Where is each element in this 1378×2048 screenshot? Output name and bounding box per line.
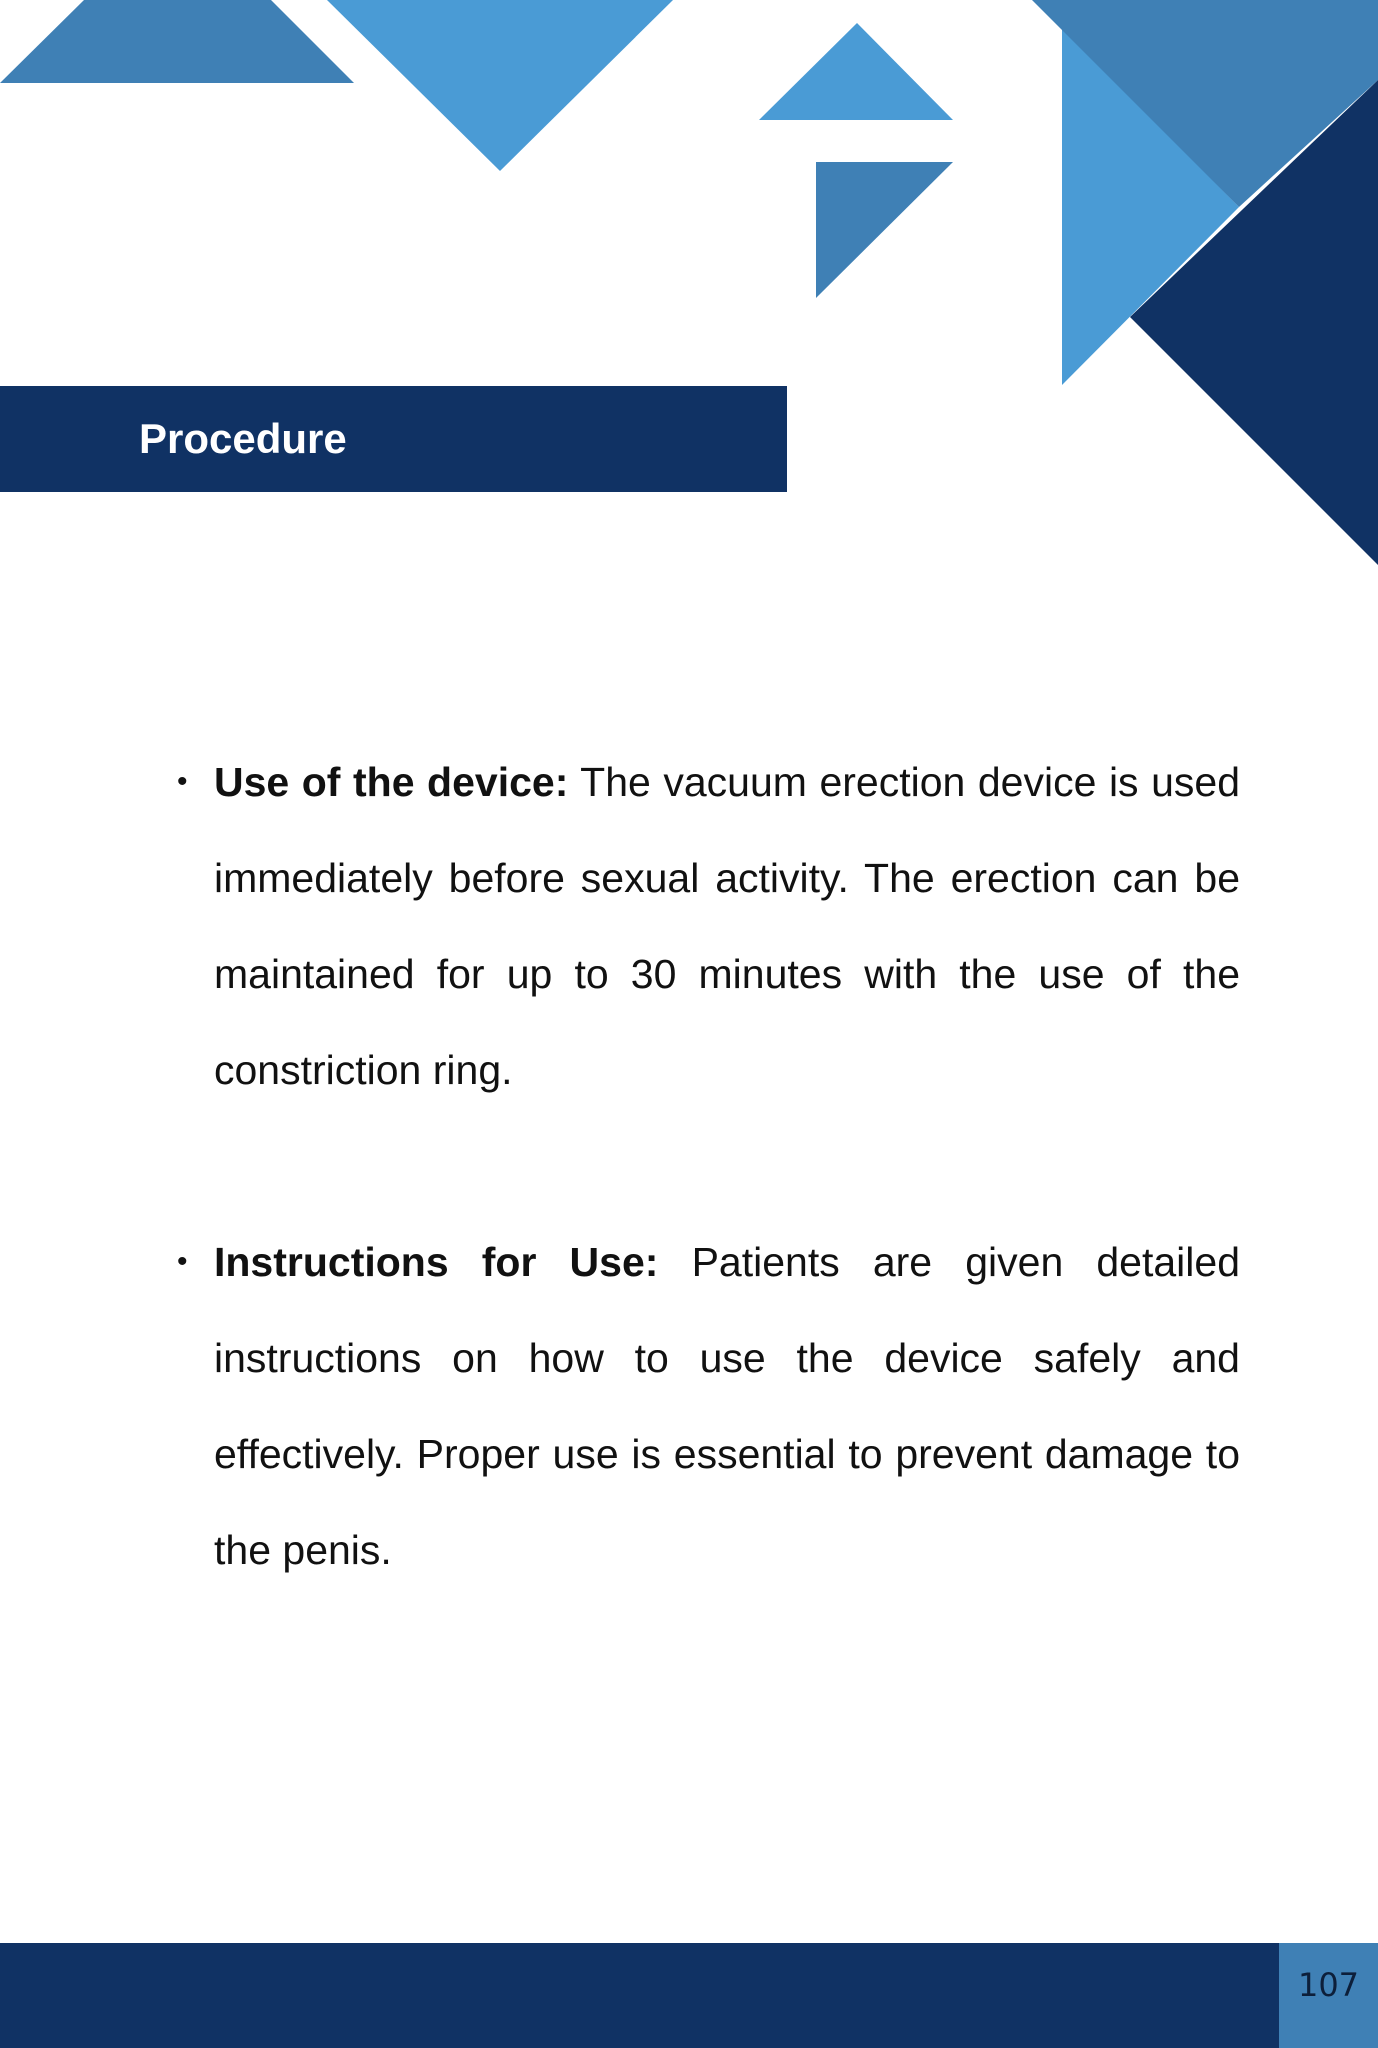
bullet-text: Patients are given detailed instructions on how to use the device safely and effectively. Proper use is essential to prevent damage to the penis. — [214, 1239, 1240, 1573]
bullet-icon: • — [177, 765, 188, 798]
footer-bar — [0, 1943, 1378, 2048]
decorative-header-shapes — [0, 0, 1378, 600]
bullet-list — [177, 734, 1241, 1598]
bullet-term: Instructions for Use: — [214, 1239, 659, 1285]
page-number: 107 — [1279, 1943, 1378, 2048]
bullet-text: The vacuum erection device is used immediately before sexual activity. The erection can be maintained for up to 30 minutes with the use of the constriction ring. — [214, 759, 1241, 1093]
bullet-icon: • — [177, 1245, 188, 1278]
decor-triangle-small-down — [816, 162, 953, 298]
bullet-term: Use of the device: — [214, 759, 569, 805]
list-item — [177, 734, 1241, 1118]
decor-triangle-top-left — [0, 0, 354, 83]
list-item — [177, 1214, 1240, 1598]
section-title-bar — [0, 386, 787, 492]
decor-triangle-small-up — [759, 23, 953, 120]
page-title: Procedure — [139, 415, 347, 462]
decor-triangle-top-center — [327, 0, 673, 171]
